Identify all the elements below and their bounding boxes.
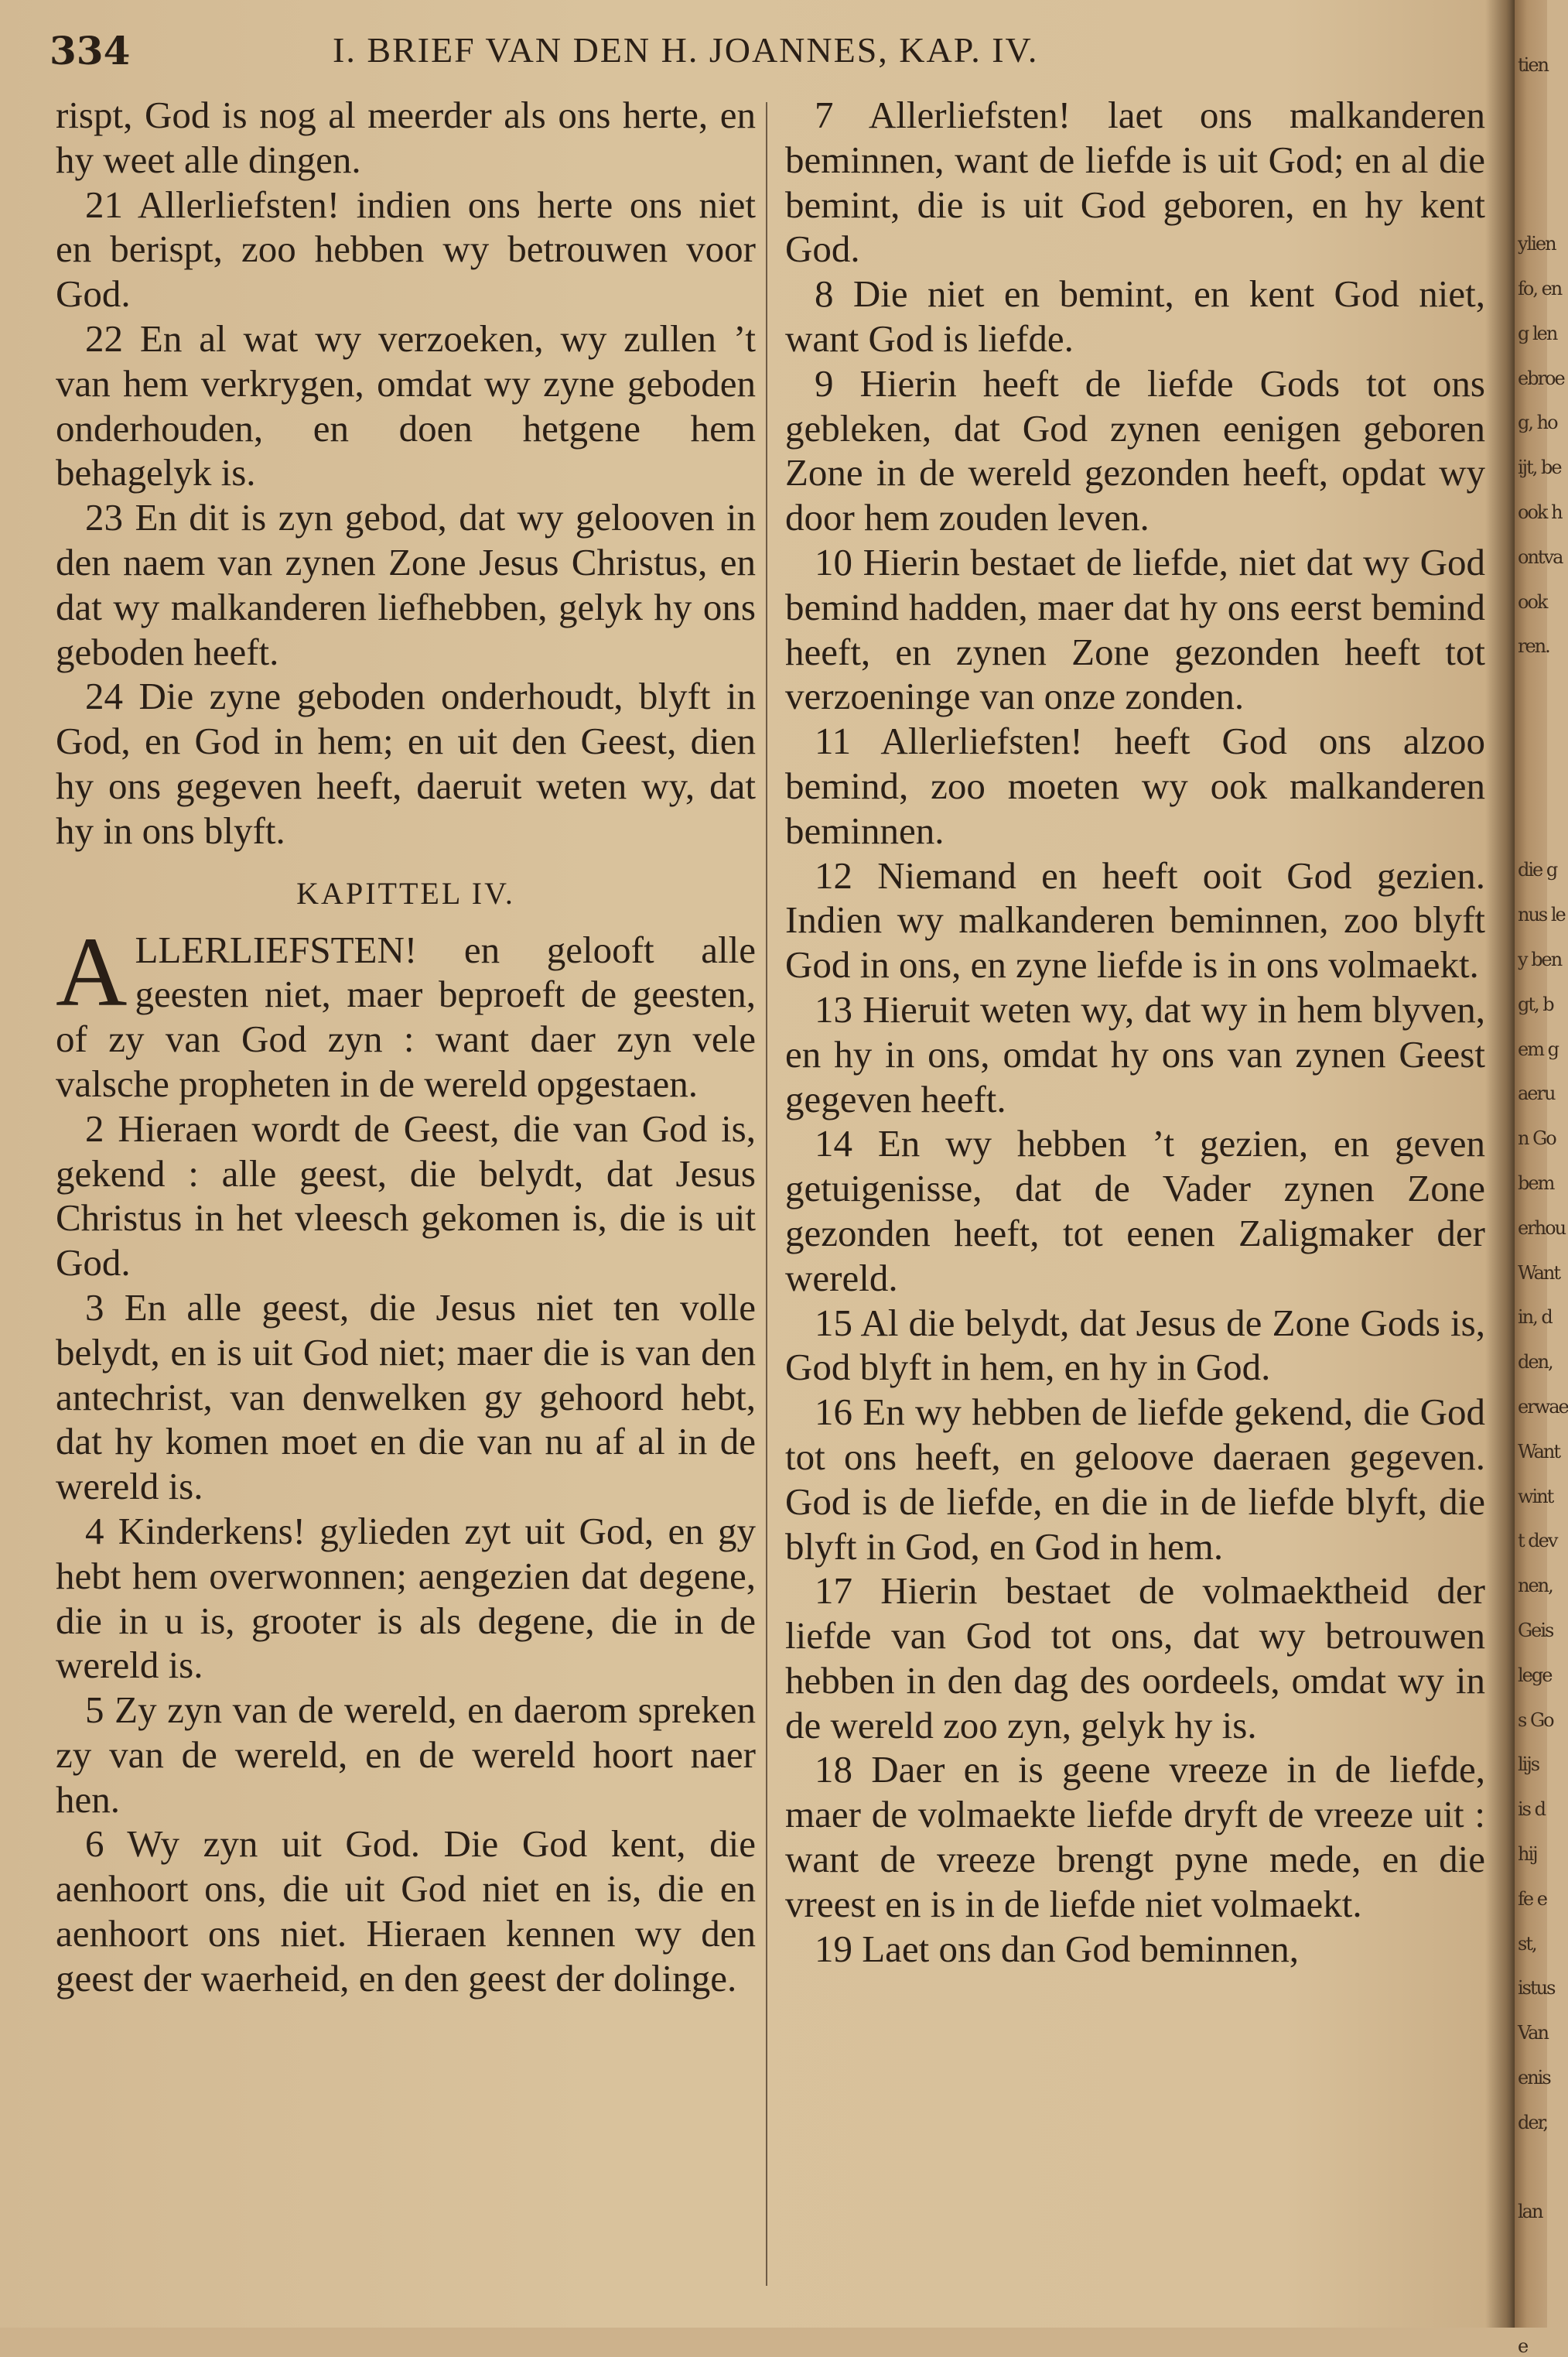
facing-page-fragment: lege <box>1518 1664 1552 1686</box>
facing-page-fragment: st, <box>1518 1932 1536 1955</box>
facing-page-fragment: erhou <box>1518 1216 1566 1239</box>
facing-page-fragment: t dev <box>1518 1530 1557 1552</box>
verse: 21 Allerliefsten! indien ons herte ons niet en berispt, zoo hebben wy betrouwen voor God. <box>56 183 756 316</box>
facing-page-fragment: ren. <box>1518 635 1549 658</box>
verse: 7 Allerliefsten! laet ons malkanderen beminnen, want de liefde is uit God; en al die bemint, die is uit God geboren, en hy kent God. <box>785 94 1485 271</box>
facing-page-fragment: y ben <box>1518 949 1562 970</box>
facing-page-fragment: erwae <box>1518 1396 1568 1418</box>
first-verse-text: LLERLIEFSTEN! en gelooft alle geesten niet, maer beproeft de geesten, of zy van God zyn : want daer zyn vele valsche propheten in de wereld opgestaen. <box>56 928 756 1105</box>
continuation-text: rispt, God is nog al meerder als ons herte, en hy weet alle dingen. <box>56 94 756 181</box>
facing-page-fragment: lan <box>1518 2201 1542 2223</box>
facing-page-fragment: der, <box>1518 2111 1548 2133</box>
verse: 16 En wy hebben de liefde gekend, die God tot ons heeft, en geloove daeraen gegeven. God is de liefde, en die in de liefde blyft, die blyft in God, en God in hem. <box>785 1391 1485 1568</box>
verse: 23 En dit is zyn gebod, dat wy gelooven in den naem van zynen Zone Jesus Christus, en dat wy malkanderen liefhebben, gelyk hy ons geboden heeft. <box>56 496 756 673</box>
facing-page-fragment: ijt, be <box>1518 457 1561 479</box>
facing-page-fragment: g len <box>1518 322 1557 344</box>
verse: 5 Zy zyn van de wereld, en daerom spreken zy van de wereld, en de wereld hoort naer hen. <box>56 1688 756 1821</box>
verse: 22 En al wat wy verzoeken, wy zullen ’t van hem verkrygen, omdat wy zyne geboden onderhouden, en doen hetgene hem behagelyk is. <box>56 316 756 494</box>
facing-page-fragment: nen, <box>1518 1575 1553 1597</box>
verse: 15 Al die belydt, dat Jesus de Zone Gods is, God blyft in hem, en hy in God. <box>785 1301 1485 1389</box>
facing-page-fragment: n Go <box>1518 1127 1556 1150</box>
facing-page-edge <box>1515 0 1568 2357</box>
right-verses <box>785 93 1485 1971</box>
verse: 14 En wy hebben ’t gezien, en geven getuigenisse, dat de Vader zynen Zone gezonden heeft, tot eenen Zaligmaker der wereld. <box>785 1122 1485 1299</box>
facing-page-fragment: ontva <box>1518 546 1563 568</box>
facing-page-fragment: nus le <box>1518 904 1565 926</box>
facing-page-fragment: aeru <box>1518 1083 1555 1105</box>
facing-page-fragment: die g <box>1518 859 1557 881</box>
facing-page-fragment: den, <box>1518 1351 1553 1373</box>
facing-page-fragment: tien <box>1518 54 1548 76</box>
verse: 12 Niemand en heeft ooit God gezien. Indien wy malkanderen beminnen, zoo blyft God in ons, en zyne liefde is in ons volmaekt. <box>785 854 1485 987</box>
verse: 3 En alle geest, die Jesus niet ten volle belydt, en is uit God niet; maer die is van den antechrist, van denwelken gy gehoord hebt, dat hy komen moet en die van nu af al in de wereld is. <box>56 1285 756 1508</box>
facing-page-fragment: ook <box>1518 590 1547 613</box>
facing-page-fragment: em g <box>1518 1038 1558 1060</box>
facing-page-fragment: e <box>1518 2335 1528 2357</box>
facing-page-fragment: Want <box>1518 1261 1559 1284</box>
drop-cap: A <box>56 916 128 1027</box>
verse: 8 Die niet en bemint, en kent God niet, want God is liefde. <box>785 272 1485 360</box>
facing-page-fragment: fe e <box>1518 1887 1546 1910</box>
facing-page-fragment: enis <box>1518 2067 1550 2088</box>
column-divider <box>766 102 767 2286</box>
first-verse <box>56 916 756 1107</box>
running-title: I. BRIEF VAN DEN H. JOANNES, KAP. IV. <box>333 30 1039 70</box>
facing-page-fragment: ook h <box>1518 501 1562 523</box>
verses-after-chapter <box>56 1107 756 2001</box>
facing-page-fragment: hij <box>1518 1843 1537 1865</box>
page-number: 334 <box>50 28 131 74</box>
facing-page-fragment: in, d <box>1518 1306 1552 1329</box>
right-column <box>785 93 1485 1971</box>
verse: 6 Wy zyn uit God. Die God kent, die aenhoort ons, die uit God niet en is, die en aenhoort ons niet. Hieraen kennen wy den geest der waerheid, en den geest der dolinge. <box>56 1822 756 2000</box>
facing-page-fragment: lijs <box>1518 1753 1539 1776</box>
verse: 13 Hieruit weten wy, dat wy in hem blyven, en hy in ons, omdat hy ons van zynen Geest gegeven heeft. <box>785 987 1485 1120</box>
page-header <box>0 22 1501 76</box>
facing-page-fragment: g, ho <box>1518 412 1557 434</box>
facing-page-fragment: s Go <box>1518 1709 1553 1731</box>
facing-page-fragment: fo, en <box>1518 278 1562 299</box>
verse: 9 Hierin heeft de liefde Gods tot ons gebleken, dat God zynen eenigen geboren Zone in de wereld gezonden heeft, opdat wy door hem zouden leven. <box>785 361 1485 539</box>
verse: 17 Hierin bestaet de volmaektheid der liefde van God tot ons, dat wy betrouwen hebben in den dag des oordeels, omdat wy in de wereld zoo zyn, gelyk hy is. <box>785 1569 1485 1746</box>
verse: 4 Kinderkens! gylieden zyt uit God, en gy hebt hem overwonnen; aengezien dat degene, die in u is, grooter is als degene, die in de wereld is. <box>56 1509 756 1687</box>
facing-page-fragment: Geis <box>1518 1620 1553 1641</box>
facing-page-fragment: ebroe <box>1518 367 1564 389</box>
facing-page-fragment: bem <box>1518 1172 1554 1194</box>
verse: 19 Laet ons dan God beminnen, <box>815 1927 1299 1970</box>
facing-page-fragment: istus <box>1518 1977 1555 2000</box>
facing-page-fragment: wint <box>1518 1485 1553 1507</box>
facing-page-fragment: is d <box>1518 1798 1545 1821</box>
facing-page-fragment: gt, b <box>1518 993 1553 1015</box>
chapter-heading: KAPITTEL IV. <box>296 875 515 911</box>
facing-page-fragment: Want <box>1518 1440 1559 1462</box>
facing-page-fragment: Van <box>1518 2022 1548 2044</box>
facing-page-fragment: ylien <box>1518 233 1556 255</box>
verse: 24 Die zyne geboden onderhoudt, blyft in God, en God in hem; en uit den Geest, dien hy ons gegeven heeft, daeruit weten wy, dat hy in ons blyft. <box>56 675 756 852</box>
verse: 2 Hieraen wordt de Geest, die van God is, gekend : alle geest, die belydt, dat Jesus Christus in het vleesch gekomen is, die is uit God. <box>56 1107 756 1285</box>
verses-before-chapter <box>56 183 756 854</box>
verse: 11 Allerliefsten! heeft God ons alzoo bemind, zoo moeten wy ook malkanderen beminnen. <box>785 720 1485 852</box>
verse: 18 Daer en is geene vreeze in de liefde, maer de volmaekte liefde dryft de vreeze uit : want de vreeze brengt pyne mede, en die vreest en is in de liefde niet volmaekt. <box>785 1748 1485 1925</box>
verse: 10 Hierin bestaet de liefde, niet dat wy God bemind hadden, maer dat hy ons eerst bemind heeft, en zynen Zone gezonden heeft tot verzoeninge van onze zonden. <box>785 540 1485 718</box>
left-column <box>56 93 756 2001</box>
gutter-shadow <box>1485 0 1516 2328</box>
